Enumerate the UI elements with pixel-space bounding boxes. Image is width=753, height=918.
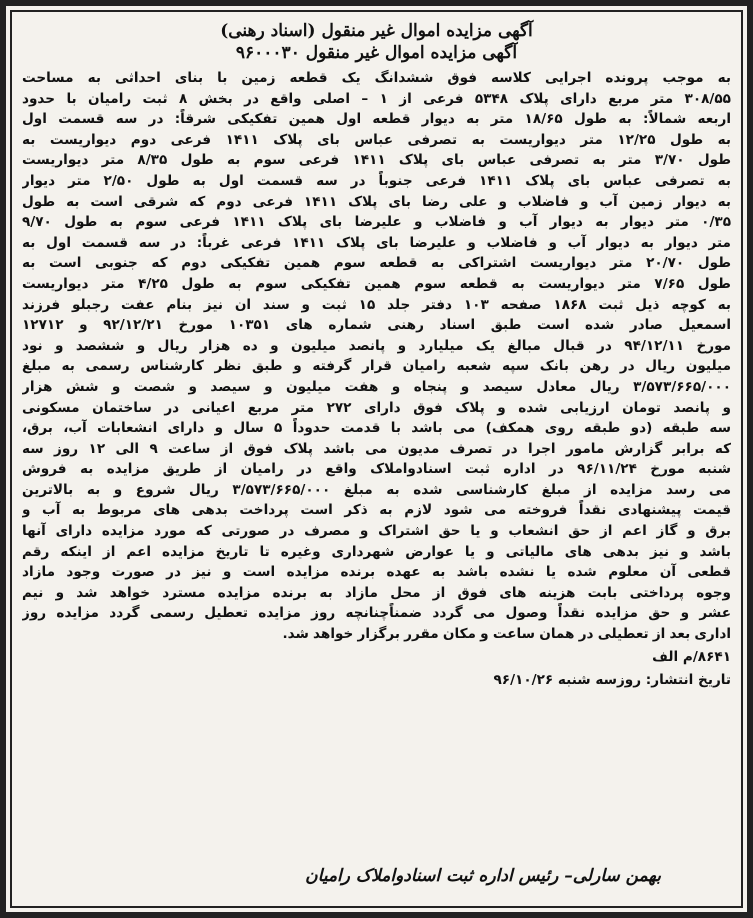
notice-subtitle: آگهی مزایده اموال غیر منقول ۹۶۰۰۰۳۰ [235,43,518,63]
body-line: به تصرفی عباس بای پلاک ۱۴۱۱ فرعی جنوباً در سه قسمت اول به طول ۲/۵۰ متر دیوار [22,172,731,189]
body-line: و پانصد تومان ارزیابی شده و پلاک فوق دارای ۲۷۲ متر مربع اعیانی در ساختمان مسکونی [22,399,731,416]
publish-date: تاریخ انتشار: روزسه شنبه ۹۶/۱۰/۲۶ [493,671,731,688]
body-line: اسمعیل صادر شده است طبق اسناد رهنی شماره های ۱۰۳۵۱ مورخ ۹۲/۱۲/۲۱ و ۱۲۷۱۲ [22,317,731,334]
body-line: می رسد مزایده از مبلغ کارشناسی شده به مبلغ ۳/۵۷۳/۶۶۵/۰۰۰ ریال شروع و به بالاترین [22,481,731,498]
body-line: طول ۳/۷۰ متر به تصرفی عباس بای پلاک ۱۴۱۱ فرعی سوم به طول ۸/۳۵ متر دیواریست [22,152,731,169]
body-line: ۳۰۸/۵۵ متر مربع دارای پلاک ۵۳۴۸ فرعی از ۱ – اصلی واقع در بخش ۸ ثبت رامیان با حدود [22,90,731,107]
body-line: متر دیوار به دیوار آب و فاضلاب و علیرضا بای پلاک ۱۴۱۱ فرعی غرباً: در سه قسمت اول به [22,234,731,251]
body-line: طول ۷/۶۵ متر دیواریست به قطعه سوم همین تفکیکی سوم به طول ۴/۲۵ متر دیواریست [22,275,731,292]
body-line: به دیوار زمین آب و فاضلاب و علی رضا بای پلاک ۱۴۱۱ فرعی دوم که شرقی است به طول [22,193,731,210]
body-line: که برابر گزارش مامور اجرا در تصرف مدیون می باشد پلاک فوق از ساعت ۹ الی ۱۲ روز سه [22,440,731,457]
body-line: ۰/۳۵ متر دیوار به دیوار آب و فاضلاب و علیرضا بای پلاک ۱۴۱۱ فرعی سوم به طول ۹/۷۰ [22,214,731,231]
notice-body [22,68,731,645]
body-line: مورخ ۹۴/۱۲/۱۱ در قبال مبالغ یک میلیارد و پانصد میلیون و ده هزار ریال و ششصد و نود [22,337,731,354]
notice-content [22,18,731,900]
body-line: برق و گاز اعم از حق انشعاب و یا حق اشتراک و مصرف در صورتی که مورد مزایده دارای آنها [22,523,731,540]
body-line: قیمت پیشنهادی نقداً فروخته می شود لازم به ذکر است پرداخت بدهی های مربوط به آب و [22,502,731,519]
body-line: باشد و نیز بدهی های مالیاتی و یا عوارض شهرداری وغیره تا تاریخ مزایده اعم از اینکه رقم [22,543,731,560]
body-line: شنبه مورخ ۹۶/۱۱/۲۴ در اداره ثبت اسنادواملاک واقع در رامیان از طریق مزایده به فروش [22,461,731,478]
body-line: به طول ۱۲/۲۵ متر دیواریست به تصرفی عباس بای پلاک ۱۴۱۱ فرعی دوم دیواریست به [22,131,731,148]
notice-title: آگهی مزایده اموال غیر منقول (اسناد رهنی) [220,21,533,41]
reference-number: ۸۶۴۱/م الف [652,648,731,665]
body-line: میلیون ریال در رهن بانک سپه شعبه رامیان قرار گرفته و طبق نظر کارشناس رسمی به مبلغ [22,358,731,375]
body-line: وجوه پرداختی بابت هزینه های فوق از محل مازاد به برنده مزایده مسترد خواهد شد و نیم [22,584,731,601]
body-line: اربعه شمالاً: به طول ۱۸/۶۵ متر به دیوار قطعه اول همین تفکیکی شرقاً: در سه قسمت اول [22,111,731,128]
body-line: طول ۲۰/۷۰ متر دیواریست اشتراکی به قطعه سوم همین تفکیکی دوم که جنوبی است به [22,255,731,272]
body-line: ۳/۵۷۳/۶۶۵/۰۰۰ ریال معادل سیصد و پنجاه و هفت میلیون و سیصد و شصت و شش هزار [22,378,731,395]
body-line: اداری بعد از تعطیلی در همان ساعت و مکان مقرر برگزار خواهد شد. [282,626,731,643]
signature: بهمن سارلی– رئیس اداره ثبت اسنادواملاک رامیان [305,866,661,886]
body-line: عشر و حق مزایده نقداً وصول می گردد ضمناًچنانچه روز مزایده تعطیل رسمی گردد مزایده روز [22,605,731,622]
body-line: قطعی آن معلوم شده یا نشده باشد به عهده برنده مزایده است و نیز در صورت وجود مازاد [22,564,731,581]
body-line: به کوچه ذیل ثبت ۱۸۶۸ صفحه ۱۰۳ دفتر جلد ۱۵ ثبت و سند ان نیز بنام عفت رجبلو فرزند [22,296,731,313]
body-line: به موجب پرونده اجرایی کلاسه فوق ششدانگ یک قطعه زمین با بنای احداثی به مساحت [22,70,731,86]
body-line: سه طبقه (دو طبقه روی همکف) می باشد با قدمت حدوداً ۵ سال و دارای انشعابات آب، برق، [22,420,731,437]
